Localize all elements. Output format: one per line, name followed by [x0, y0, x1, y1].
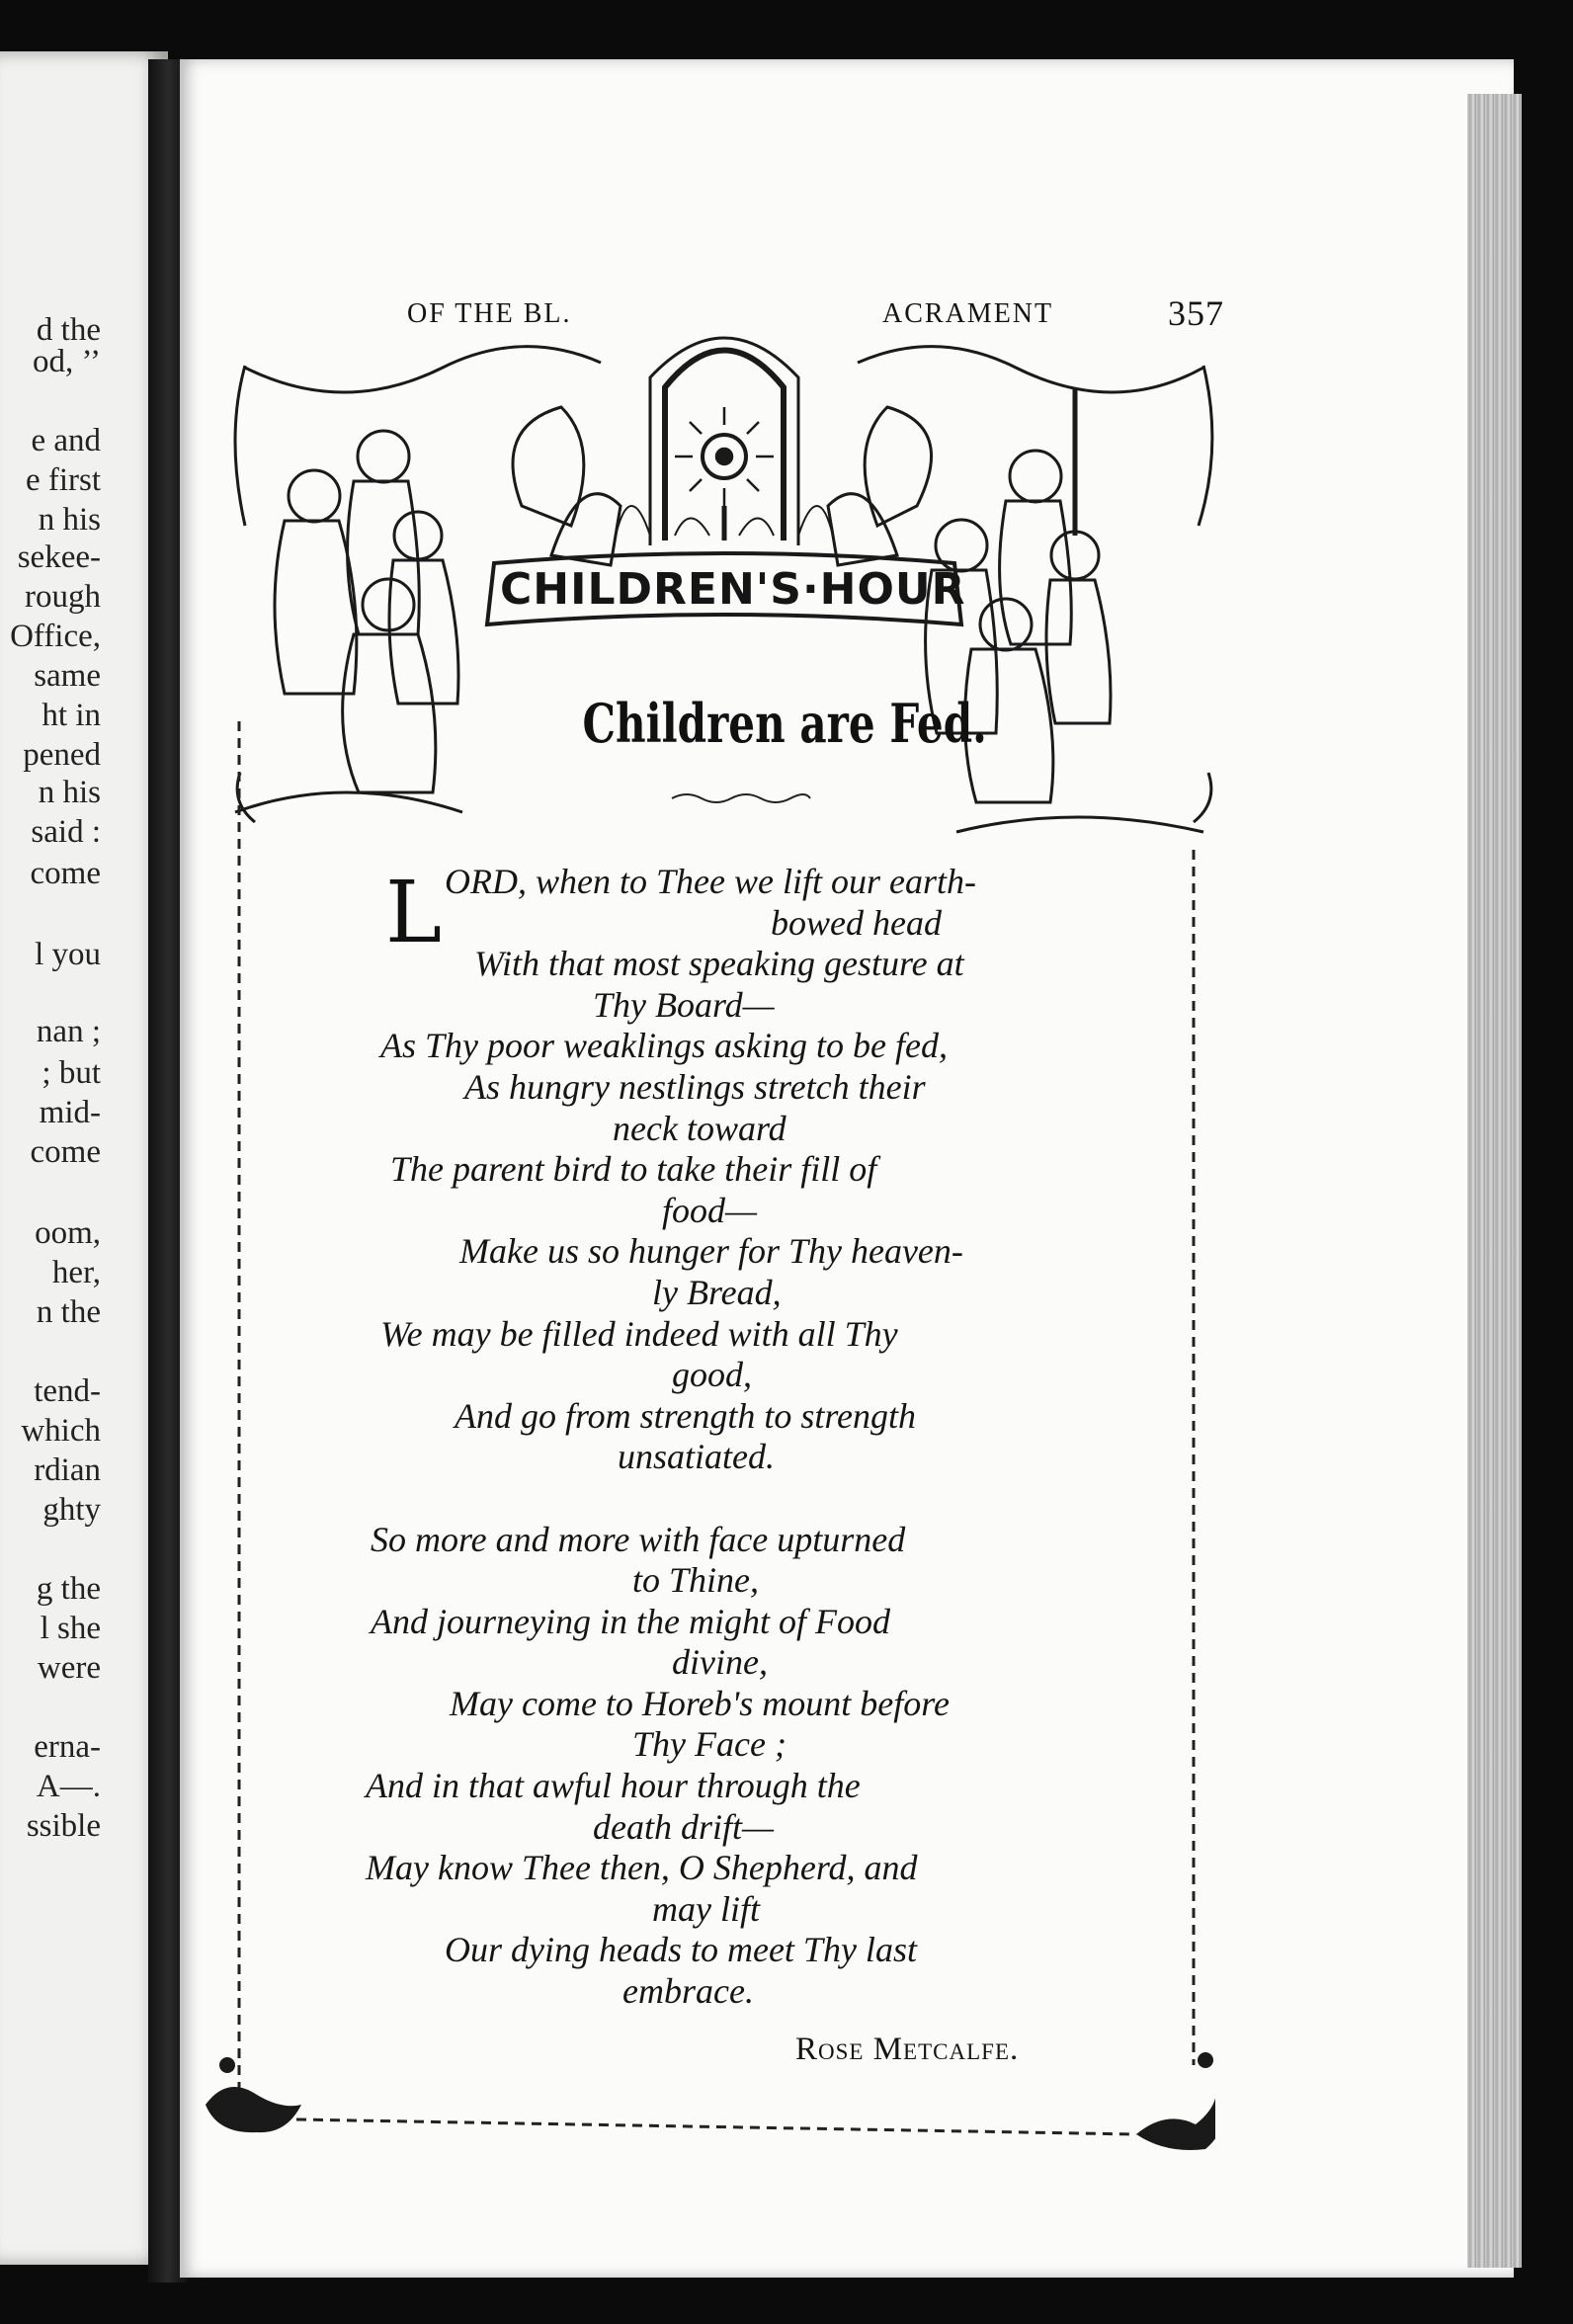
left-page-text-line: od, ’’ [32, 344, 101, 379]
left-page-text-line: e first [25, 462, 101, 498]
left-page-text-line: d the [36, 312, 101, 348]
poem-line: ORD, when to Thee we lift our earth- [445, 862, 976, 901]
left-page-text-line: ghty [42, 1492, 101, 1528]
poem-line [356, 1478, 1107, 1520]
left-page-text-line: tend- [34, 1373, 101, 1409]
left-page-text-line: sekee- [17, 540, 101, 575]
poem-line: may lift [652, 1888, 760, 1929]
left-page-text-line: her, [51, 1255, 101, 1290]
poem-line: bowed head [771, 902, 942, 943]
poem-line: Thy Board— [593, 984, 775, 1025]
left-page-text-line: l you [35, 937, 101, 972]
left-page-text-line: ssible [26, 1808, 101, 1844]
poem-line: So more and more with face upturned [371, 1519, 906, 1559]
poem-line: Our dying heads to meet Thy last [445, 1930, 917, 1970]
left-page-text-line: e and [31, 423, 101, 458]
poem-line: As hungry nestlings stretch their [464, 1066, 926, 1107]
drop-cap: L [385, 864, 443, 962]
poem-line: And in that awful hour through the [366, 1766, 861, 1806]
poem-line: As Thy poor weaklings asking to be fed, [380, 1026, 948, 1066]
poem-line: embrace. [622, 1971, 754, 2012]
poem-line: May come to Horeb's mount before [450, 1683, 950, 1723]
left-page-text-line: n the [36, 1294, 101, 1330]
left-page-text-line: l she [40, 1611, 101, 1646]
left-page-text-line: nan ; [36, 1014, 101, 1049]
left-page-text-line: ht in [41, 698, 101, 733]
left-page-text-line: said : [31, 814, 101, 850]
poem-line: And go from strength to strength [455, 1395, 916, 1436]
left-page-text-line: pened [23, 737, 101, 773]
poem-line: divine, [672, 1642, 768, 1683]
poem-line: neck toward [613, 1108, 786, 1148]
poem-author: Rose Metcalfe. [795, 2032, 1020, 2067]
poem-line: We may be filled indeed with all Thy [380, 1313, 898, 1354]
left-page-text-line: n his [38, 775, 101, 810]
left-page-text-line: come [30, 1134, 101, 1170]
left-page-text-line: A—. [36, 1769, 101, 1804]
left-facing-page [0, 51, 168, 2265]
poem-line: The parent bird to take their fill of [390, 1149, 877, 1190]
left-page-text-line: ; but [41, 1055, 101, 1091]
left-page-text-line: erna- [34, 1729, 101, 1765]
poem-body [356, 862, 1107, 2013]
left-page-text-line: rough [25, 579, 101, 615]
poem-line: death drift— [593, 1806, 775, 1847]
left-page-text-line: mid- [39, 1095, 101, 1130]
left-page-text-line: were [37, 1650, 101, 1686]
poem-line: to Thine, [632, 1560, 760, 1601]
page-edges [1467, 94, 1522, 2268]
running-header-right: ACRAMENT [882, 298, 1054, 329]
poem-line: Thy Face ; [632, 1724, 786, 1765]
left-page-text-line: rdian [34, 1452, 101, 1488]
page-number: 357 [1168, 293, 1224, 333]
left-page-text-line: oom, [35, 1215, 101, 1251]
left-page-text-line: Office, [10, 619, 101, 654]
left-page-text-line: g the [36, 1571, 101, 1607]
left-page-text-line: come [30, 856, 101, 891]
poem-title: Children are Fed. [582, 692, 987, 755]
poem-line: With that most speaking gesture at [474, 944, 964, 984]
poem-line: May know Thee then, O Shepherd, and [366, 1848, 918, 1888]
poem-line: ly Bread, [652, 1272, 782, 1312]
left-page-text-line: which [21, 1413, 101, 1449]
poem-line: good, [672, 1355, 752, 1395]
left-page-text-line: same [34, 658, 101, 694]
poem-line: Make us so hunger for Thy heaven- [459, 1231, 963, 1272]
childrens-hour-banner: CHILDREN'S·HOUR [500, 564, 966, 615]
poem-line: And journeying in the might of Food [371, 1601, 890, 1641]
poem-line: unsatiated. [618, 1437, 775, 1477]
left-page-text-line: n his [38, 502, 101, 538]
poem-line: food— [662, 1190, 758, 1230]
running-header-left: OF THE BL. [407, 298, 572, 329]
